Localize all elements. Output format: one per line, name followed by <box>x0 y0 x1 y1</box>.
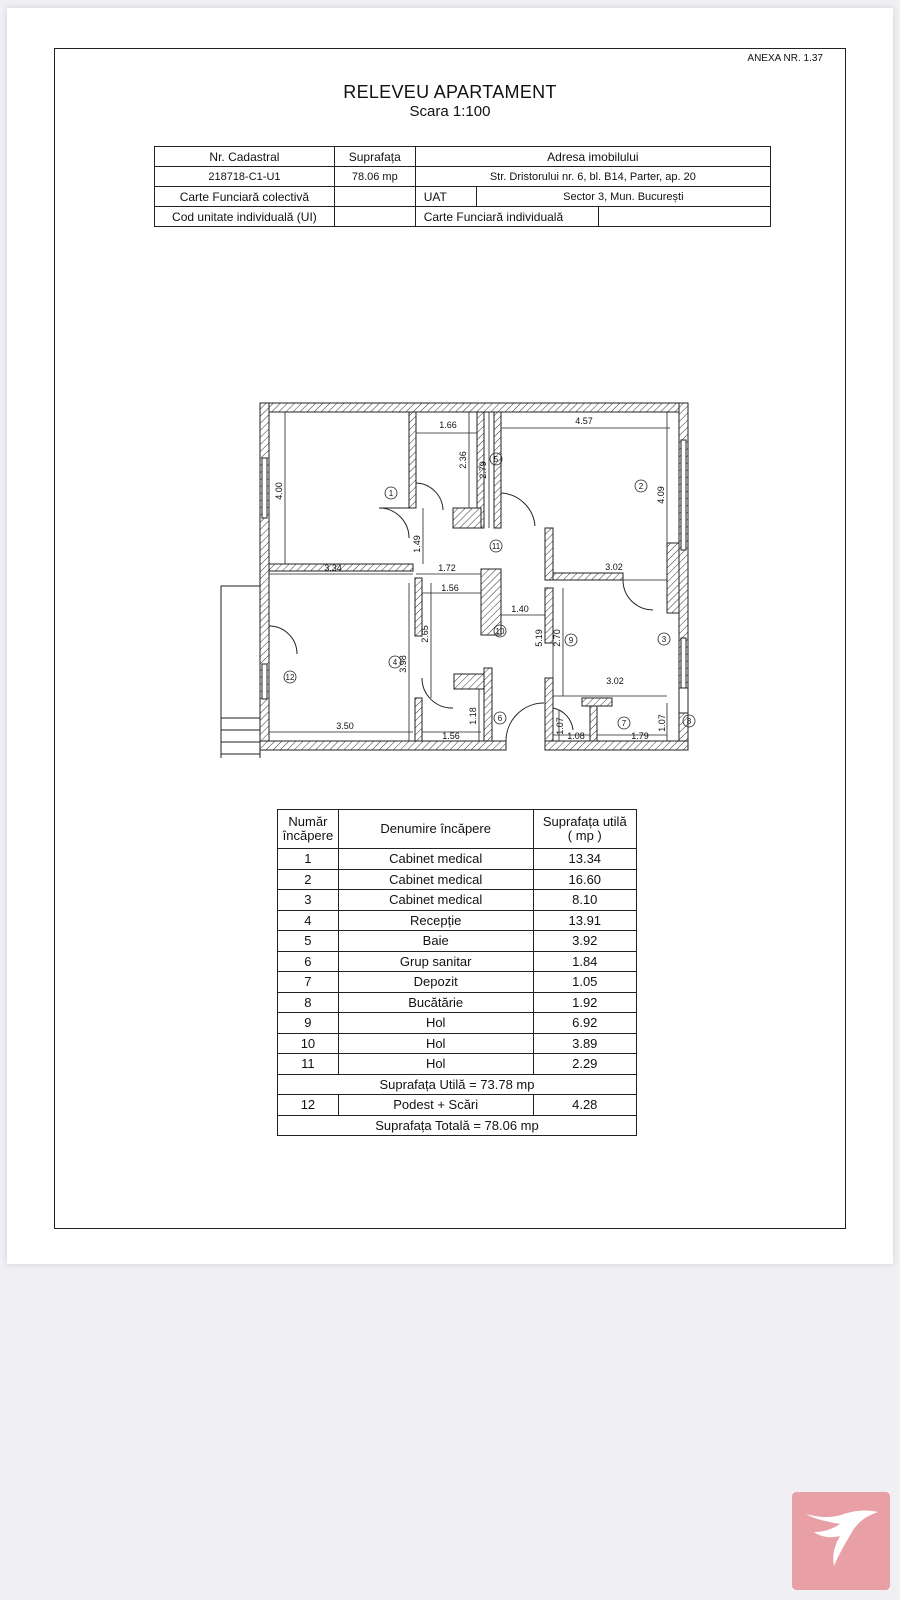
table-cell: Bucătărie <box>338 992 533 1013</box>
table-cell: 3.89 <box>533 1033 636 1054</box>
svg-text:7: 7 <box>621 719 627 728</box>
uat-value: Sector 3, Mun. București <box>476 187 770 207</box>
table-row <box>278 849 637 870</box>
room-marker-10 <box>494 625 506 637</box>
table-row <box>278 992 637 1013</box>
drawing-frame <box>54 48 846 1229</box>
table-cell: 3.92 <box>533 931 636 952</box>
document-sheet <box>7 8 893 1264</box>
svg-text:1: 1 <box>388 489 394 498</box>
nr-cadastral-label: Nr. Cadastral <box>155 147 335 167</box>
svg-text:3: 3 <box>661 635 667 644</box>
table-cell: Hol <box>338 1054 533 1075</box>
dim-5-19: 5.19 <box>534 629 544 647</box>
table-cell: 11 <box>278 1054 339 1075</box>
outer-walls <box>260 403 688 750</box>
table-row <box>278 951 637 972</box>
table-row <box>278 972 637 993</box>
cadastral-info-table <box>154 146 771 227</box>
header-room-area: Suprafața utilă ( mp ) <box>533 810 636 849</box>
svg-text:9: 9 <box>568 636 574 645</box>
room-marker-12 <box>284 671 296 683</box>
svg-text:4: 4 <box>392 658 398 667</box>
rooms-table <box>277 809 637 1136</box>
useful-total-row <box>278 1074 637 1095</box>
header-room-name: Denumire încăpere <box>338 810 533 849</box>
carte-colectiva-label: Carte Funciară colectivă <box>155 187 335 207</box>
dim-3-02b: 3.02 <box>606 676 624 686</box>
room-marker-7 <box>618 717 630 729</box>
table-cell: 4 <box>278 910 339 931</box>
room-marker-11 <box>490 540 502 552</box>
adresa-value: Str. Dristorului nr. 6, bl. B14, Parter, ap. 20 <box>415 167 770 187</box>
table-cell: 12 <box>278 1095 339 1116</box>
svg-text:6: 6 <box>497 714 503 723</box>
dim-1-07a: 1.07 <box>555 717 565 735</box>
dim-4-09: 4.09 <box>656 486 666 504</box>
table-cell: Cabinet medical <box>338 890 533 911</box>
svg-text:8: 8 <box>686 717 692 726</box>
table-cell: Suprafața Utilă = 73.78 mp <box>278 1074 637 1095</box>
document-title: RELEVEU APARTAMENT <box>343 82 557 102</box>
table-cell: 7 <box>278 972 339 993</box>
header-room-number: Număr încăpere <box>278 810 339 849</box>
table-cell: 16.60 <box>533 869 636 890</box>
table-cell: 8 <box>278 992 339 1013</box>
table-row <box>278 1033 637 1054</box>
table-cell: Cabinet medical <box>338 849 533 870</box>
nr-cadastral-value: 218718-C1-U1 <box>155 167 335 187</box>
table-cell: 2 <box>278 869 339 890</box>
dim-2-36: 2.36 <box>458 451 468 469</box>
suprafata-value: 78.06 mp <box>334 167 415 187</box>
scale-label: Scara 1:100 <box>409 103 491 120</box>
table-cell: 6.92 <box>533 1013 636 1034</box>
table-row <box>278 1013 637 1034</box>
dim-1-07b: 1.07 <box>657 714 667 732</box>
table-row <box>278 931 637 952</box>
grand-total-row <box>278 1115 637 1136</box>
dim-1-72: 1.72 <box>438 563 456 573</box>
dim-4-57: 4.57 <box>575 416 593 426</box>
carte-colectiva-value <box>334 187 415 207</box>
svg-text:2: 2 <box>638 482 644 491</box>
dim-2-65: 2.65 <box>420 625 430 643</box>
adresa-label: Adresa imobilului <box>415 147 770 167</box>
table-cell: 4.28 <box>533 1095 636 1116</box>
table-cell: Hol <box>338 1013 533 1034</box>
table-cell: 5 <box>278 931 339 952</box>
dim-1-56b: 1.56 <box>442 731 460 741</box>
cod-ui-label: Cod unitate individuală (UI) <box>155 207 335 227</box>
table-cell: Baie <box>338 931 533 952</box>
table-cell: Podest + Scări <box>338 1095 533 1116</box>
table-row <box>278 890 637 911</box>
table-row <box>278 910 637 931</box>
dim-1-40: 1.40 <box>511 604 529 614</box>
floor-plan <box>205 358 705 758</box>
table-cell: 13.34 <box>533 849 636 870</box>
carte-individuala-value <box>598 207 770 227</box>
uat-label: UAT <box>415 187 476 207</box>
suprafata-label: Suprafața <box>334 147 415 167</box>
table-cell: Hol <box>338 1033 533 1054</box>
table-cell: 3 <box>278 890 339 911</box>
room-marker-1 <box>385 487 397 499</box>
dim-1-79: 1.79 <box>631 731 649 741</box>
cod-ui-value <box>334 207 415 227</box>
table-cell: 10 <box>278 1033 339 1054</box>
dim-1-08: 1.08 <box>567 731 585 741</box>
dim-3-98: 3.98 <box>398 655 408 673</box>
svg-text:12: 12 <box>285 673 295 682</box>
table-cell: Cabinet medical <box>338 869 533 890</box>
room-marker-2 <box>635 480 647 492</box>
dim-4-00: 4.00 <box>274 482 284 500</box>
svg-text:11: 11 <box>491 542 501 551</box>
table-row <box>278 1054 637 1075</box>
table-cell: Recepție <box>338 910 533 931</box>
dim-1-18: 1.18 <box>468 707 478 725</box>
carte-individuala-label: Carte Funciară individuală <box>415 207 598 227</box>
dim-2-79: 2.79 <box>478 461 488 479</box>
table-cell: 9 <box>278 1013 339 1034</box>
dim-2-70: 2.70 <box>552 629 562 647</box>
dim-1-66: 1.66 <box>439 420 457 430</box>
room-marker-6 <box>494 712 506 724</box>
table-cell: Depozit <box>338 972 533 993</box>
svg-text:5: 5 <box>493 455 499 464</box>
table-row <box>278 869 637 890</box>
dim-3-50: 3.50 <box>336 721 354 731</box>
table-cell: 1.84 <box>533 951 636 972</box>
table-cell: 2.29 <box>533 1054 636 1075</box>
balcony <box>221 586 260 758</box>
table-cell: 8.10 <box>533 890 636 911</box>
room-marker-3 <box>658 633 670 645</box>
table-cell: 1.05 <box>533 972 636 993</box>
watermark-logo <box>792 1492 890 1590</box>
annex-label: ANEXA NR. 1.37 <box>747 53 823 64</box>
table-row <box>278 1095 637 1116</box>
svg-text:10: 10 <box>495 627 505 636</box>
table-cell: 6 <box>278 951 339 972</box>
table-cell: Suprafața Totală = 78.06 mp <box>278 1115 637 1136</box>
table-cell: 13.91 <box>533 910 636 931</box>
dim-1-49: 1.49 <box>412 535 422 553</box>
table-cell: 1.92 <box>533 992 636 1013</box>
dim-3-02a: 3.02 <box>605 562 623 572</box>
dim-3-34: 3.34 <box>324 563 342 573</box>
table-cell: Grup sanitar <box>338 951 533 972</box>
room-marker-9 <box>565 634 577 646</box>
dim-1-56a: 1.56 <box>441 583 459 593</box>
table-cell: 1 <box>278 849 339 870</box>
